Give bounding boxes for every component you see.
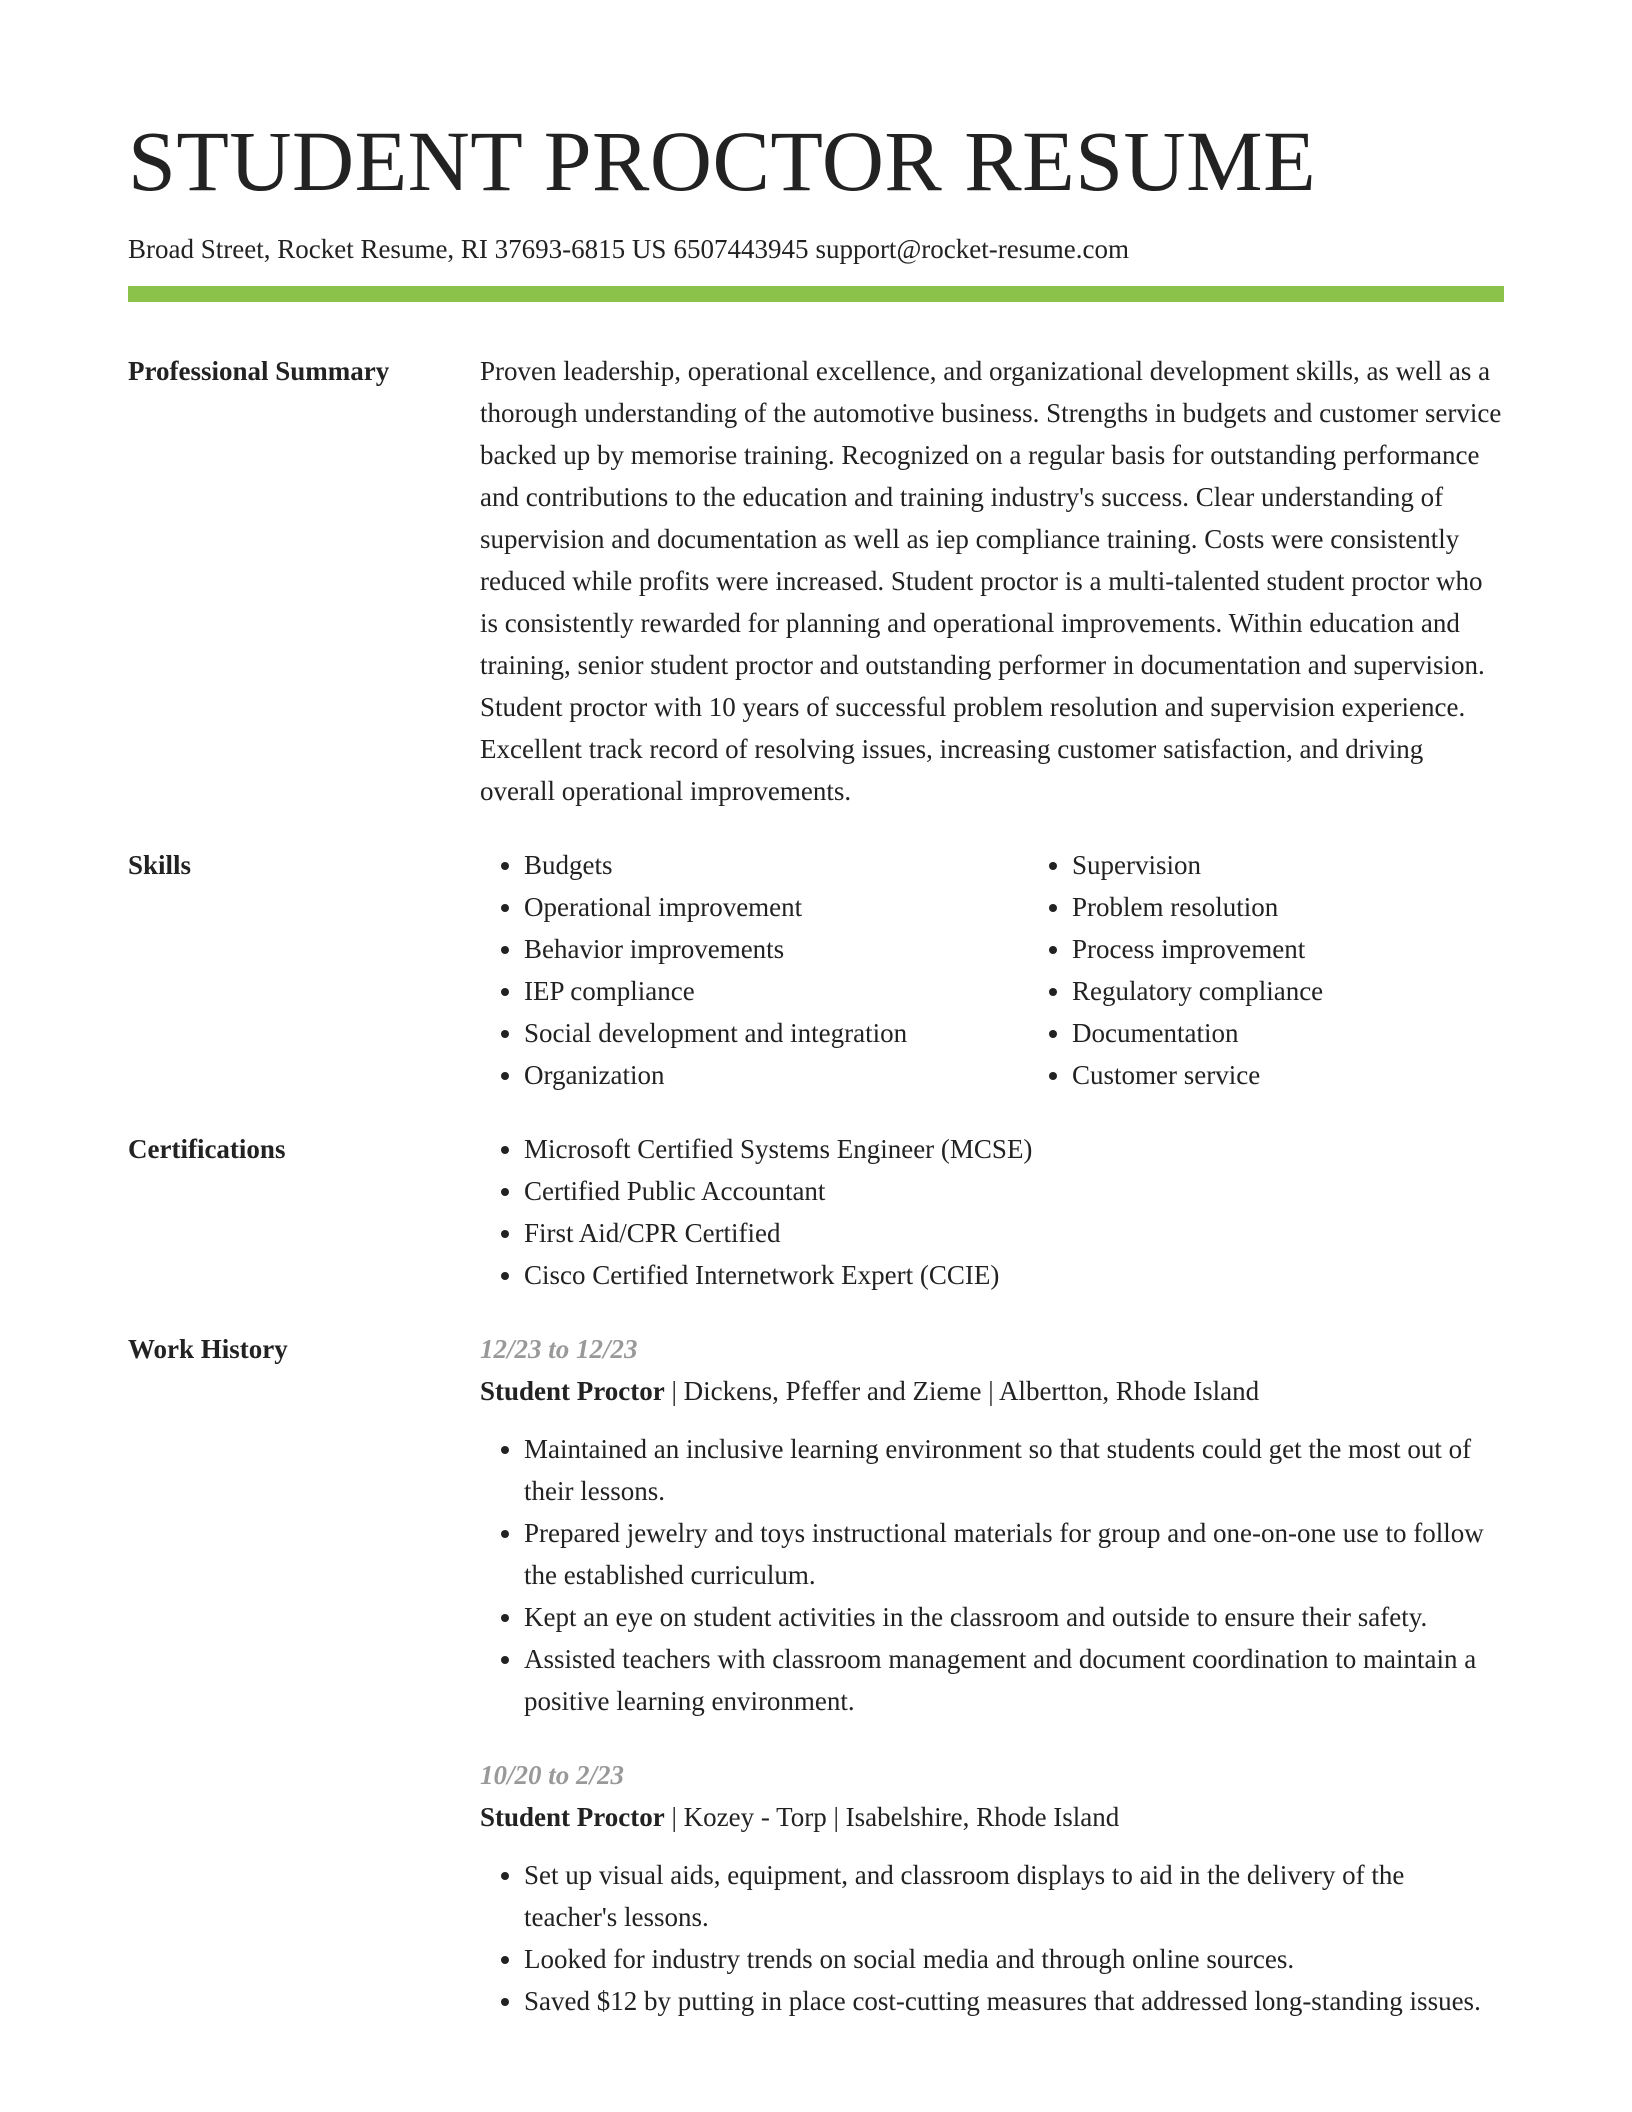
skill-item: • Process improvement bbox=[1072, 928, 1576, 970]
job-title-line bbox=[480, 1370, 1504, 1412]
certification-item: • Cisco Certified Internetwork Expert (CCIE) bbox=[524, 1254, 1504, 1296]
job-bullets bbox=[480, 1854, 1504, 2022]
job-employer-location: | Kozey - Torp | Isabelshire, Rhode Island bbox=[664, 1802, 1120, 1832]
skill-item: • Supervision bbox=[1072, 844, 1576, 886]
skill-item: • Social development and integration bbox=[524, 1012, 1028, 1054]
skill-item: • Documentation bbox=[1072, 1012, 1576, 1054]
resume-title: STUDENT PROCTOR RESUME bbox=[128, 113, 1317, 209]
certifications-section bbox=[128, 1128, 1504, 1296]
skills-list-left bbox=[480, 844, 1028, 1096]
job-title: Student Proctor bbox=[480, 1802, 665, 1832]
certification-item: • First Aid/CPR Certified bbox=[524, 1212, 1504, 1254]
work-history-section bbox=[128, 1328, 1504, 2054]
resume-sections bbox=[128, 350, 1504, 2086]
job-bullet: • Saved $12 by putting in place cost-cutting measures that addressed long-standing issues. bbox=[524, 1980, 1504, 2022]
skills-label: Skills bbox=[128, 850, 192, 880]
summary-section bbox=[128, 350, 1504, 812]
skill-item: • Problem resolution bbox=[1072, 886, 1576, 928]
job-dates: 12/23 to 12/23 bbox=[480, 1334, 638, 1364]
contact-line bbox=[128, 232, 1129, 266]
job-title: Student Proctor bbox=[480, 1376, 665, 1406]
certifications-list bbox=[480, 1128, 1504, 1296]
job-entry bbox=[480, 1328, 1504, 1722]
skill-item: • Organization bbox=[524, 1054, 1028, 1096]
job-bullet: • Looked for industry trends on social media and through online sources. bbox=[524, 1938, 1504, 1980]
skill-item: • IEP compliance bbox=[524, 970, 1028, 1012]
skill-item: • Budgets bbox=[524, 844, 1028, 886]
job-title-line bbox=[480, 1796, 1504, 1838]
certifications-label: Certifications bbox=[128, 1134, 286, 1164]
skill-item: • Regulatory compliance bbox=[1072, 970, 1576, 1012]
contact-phone: 6507443945 bbox=[673, 234, 809, 264]
work-history-label: Work History bbox=[128, 1334, 288, 1364]
job-dates: 10/20 to 2/23 bbox=[480, 1760, 625, 1790]
certification-item: • Microsoft Certified Systems Engineer (MCSE) bbox=[524, 1128, 1504, 1170]
job-bullet: • Prepared jewelry and toys instructional materials for group and one-on-one use to follow the established curriculum. bbox=[524, 1512, 1504, 1596]
job-employer-location: | Dickens, Pfeffer and Zieme | Albertton, Rhode Island bbox=[664, 1376, 1260, 1406]
job-bullet: • Set up visual aids, equipment, and classroom displays to aid in the delivery of the teacher's lessons. bbox=[524, 1854, 1504, 1938]
contact-address: Broad Street, Rocket Resume, RI 37693-6815 US bbox=[128, 234, 667, 264]
job-bullet: • Assisted teachers with classroom management and document coordination to maintain a positive learning environment. bbox=[524, 1638, 1504, 1722]
job-entry bbox=[480, 1754, 1504, 2022]
work-history-body bbox=[480, 1328, 1504, 2054]
summary-body bbox=[480, 350, 1504, 812]
skill-item: • Customer service bbox=[1072, 1054, 1576, 1096]
job-bullet: • Kept an eye on student activities in the classroom and outside to ensure their safety. bbox=[524, 1596, 1504, 1638]
summary-label: Professional Summary bbox=[128, 356, 390, 386]
skills-body bbox=[480, 844, 1576, 1096]
certifications-body bbox=[480, 1128, 1504, 1296]
certification-item: • Certified Public Accountant bbox=[524, 1170, 1504, 1212]
job-bullet: • Maintained an inclusive learning environment so that students could get the most out of their lessons. bbox=[524, 1428, 1504, 1512]
summary-text: Proven leadership, operational excellence, and organizational development skills, as well as a thorough understanding of the automotive business. Strengths in budgets and customer service backed up by memorise training. Recognized on a regular basis for outstanding performance and contributions to the education and training industry's success. Clear understanding of supervision and documentation as well as iep compliance training. Costs were consistently reduced while profits were increased. Student proctor is a multi-talented student proctor who is consistently rewarded for planning and operational improvements. Within education and training, senior student proctor and outstanding performer in documentation and supervision. Student proctor with 10 years of successful problem resolution and supervision experience. Excellent track record of resolving issues, increasing customer satisfaction, and driving overall operational improvements. bbox=[480, 356, 1502, 806]
skills-section bbox=[128, 844, 1504, 1096]
skills-list-right bbox=[1028, 844, 1576, 1096]
skill-item: • Operational improvement bbox=[524, 886, 1028, 928]
accent-divider bbox=[128, 286, 1504, 302]
contact-email: support@rocket-resume.com bbox=[815, 234, 1129, 264]
skill-item: • Behavior improvements bbox=[524, 928, 1028, 970]
job-bullets bbox=[480, 1428, 1504, 1722]
